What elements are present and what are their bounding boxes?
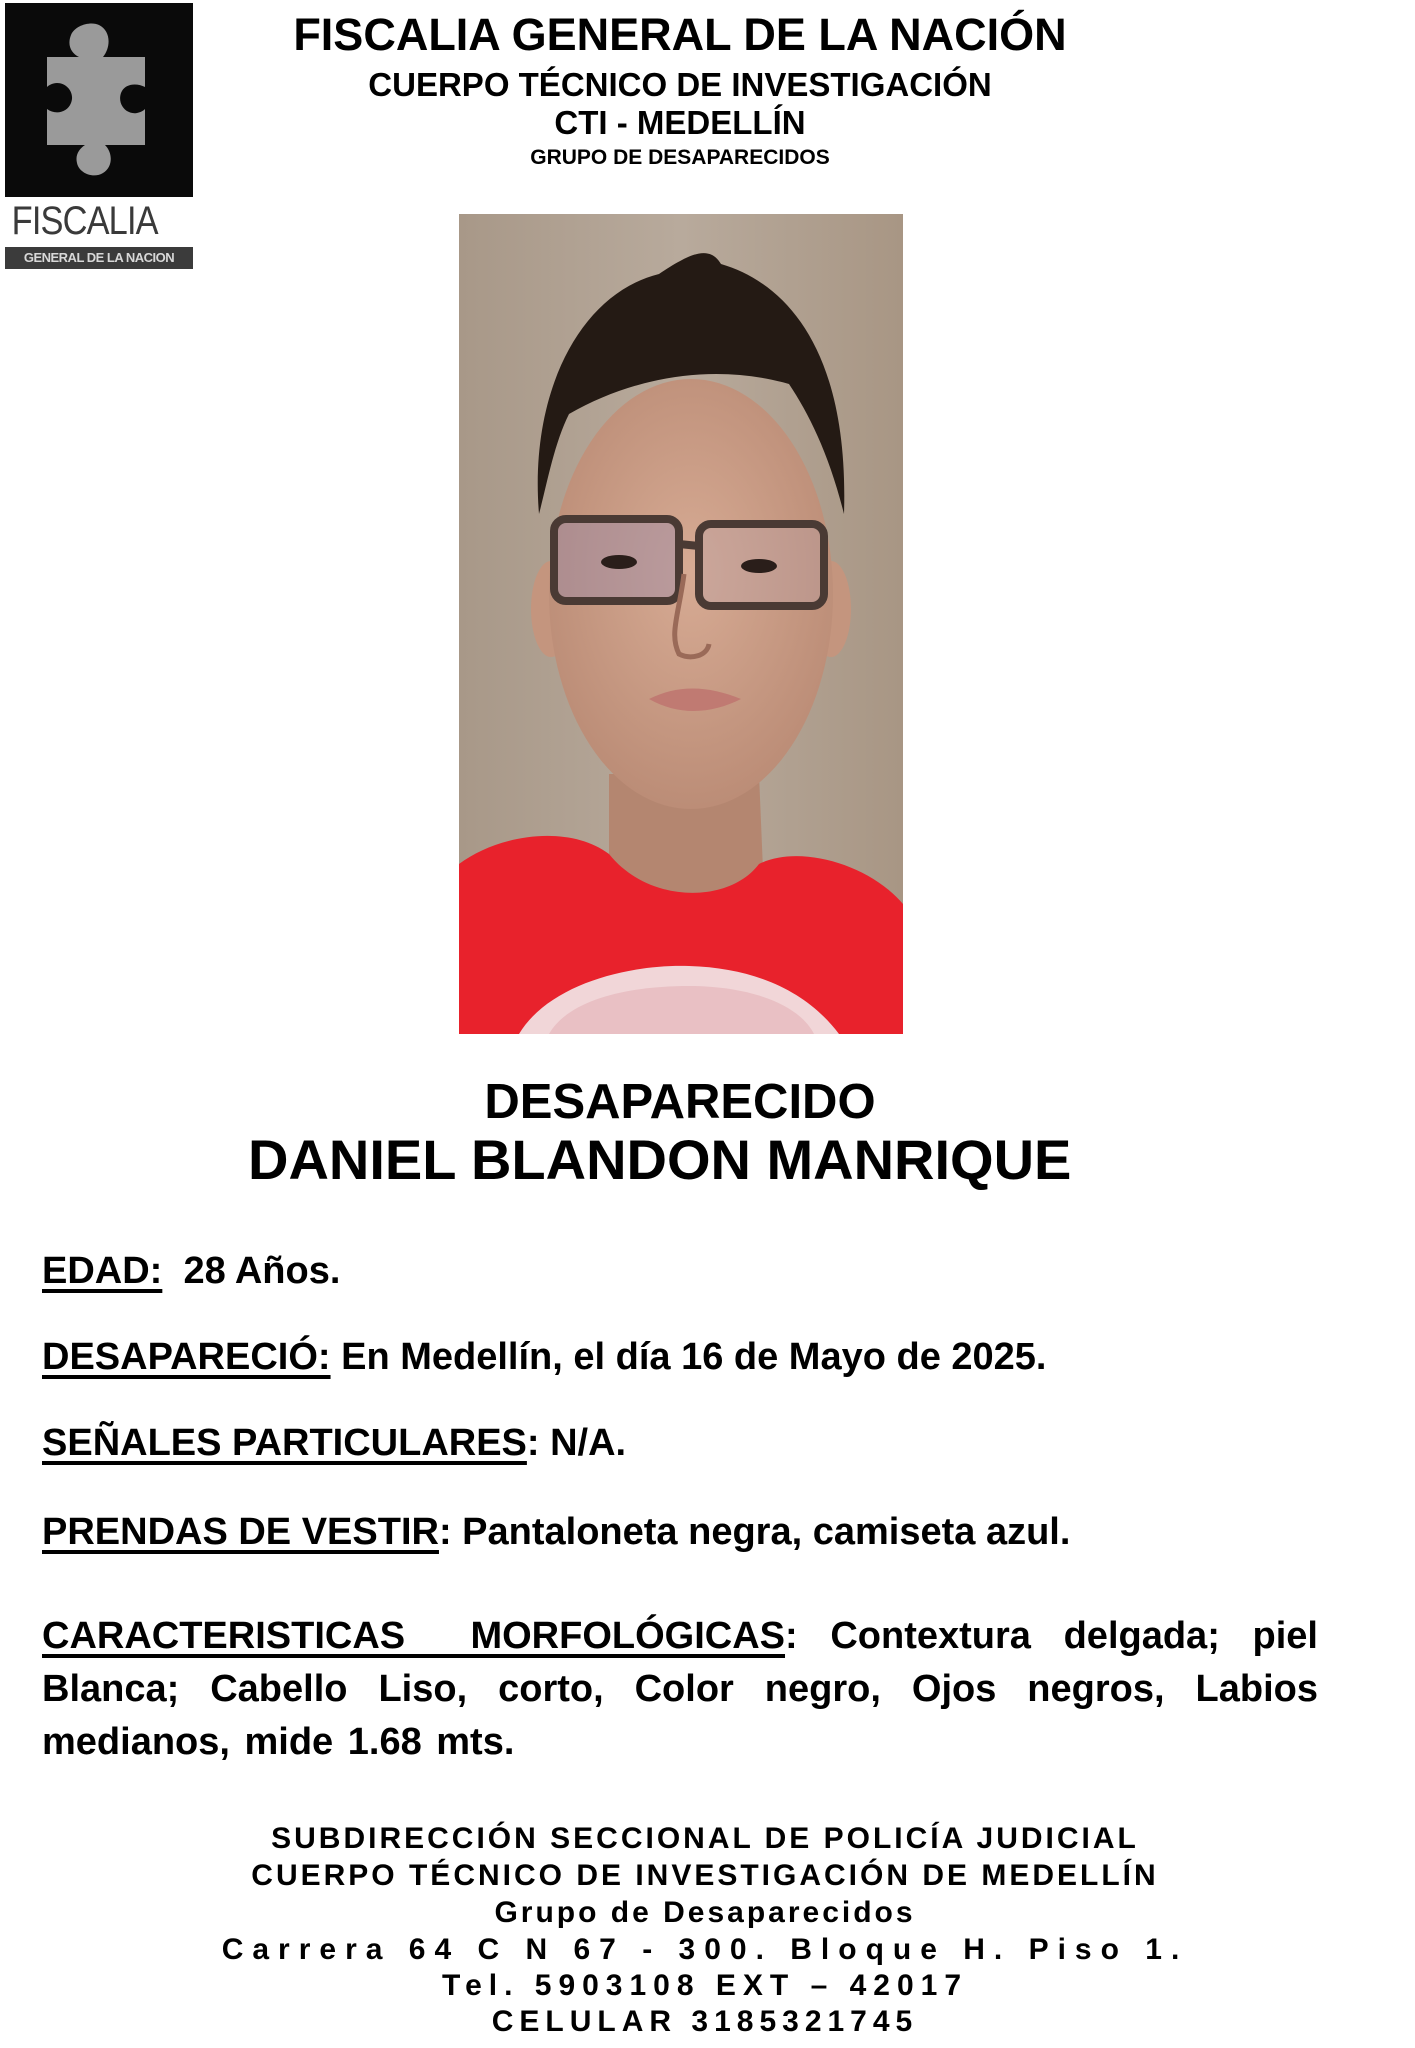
header-group: GRUPO DE DESAPARECIDOS: [530, 146, 830, 169]
field-clothing-label: PRENDAS DE VESTIR: [42, 1511, 439, 1553]
field-marks-value: : N/A.: [526, 1422, 627, 1464]
puzzle-piece-icon: [45, 17, 155, 183]
header-city: CTI - MEDELLÍN: [554, 104, 806, 141]
field-marks-label: SEÑALES PARTICULARES: [42, 1422, 527, 1464]
header-institution: FISCALIA GENERAL DE LA NACIÓN: [293, 9, 1067, 60]
logo-subtitle: GENERAL DE LA NACION: [5, 247, 193, 269]
field-clothing: [42, 1513, 1318, 1551]
fiscalia-logo: [3, 3, 193, 270]
logo-wordmark: FISCALIA: [11, 199, 158, 243]
footer-subdirectorate: SUBDIRECCIÓN SECCIONAL DE POLICÍA JUDICIAL: [271, 1822, 1139, 1855]
field-morphology-label: CARACTERISTICAS MORFOLÓGICAS: [42, 1615, 786, 1657]
header-department: CUERPO TÉCNICO DE INVESTIGACIÓN: [368, 66, 992, 103]
field-clothing-value: : Pantaloneta negra, camiseta azul.: [438, 1511, 1071, 1553]
field-age-label: EDAD:: [42, 1250, 163, 1292]
field-age-value: 28 Años.: [162, 1250, 341, 1292]
footer-phone: Tel. 5903108 EXT – 42017: [441, 1969, 969, 2002]
footer-mobile: CELULAR 3185321745: [491, 2005, 919, 2038]
footer-address: Carrera 64 C N 67 - 300. Bloque H. Piso 1.: [221, 1933, 1189, 1966]
field-age: [42, 1252, 1318, 1290]
field-disappeared: [42, 1338, 1318, 1376]
logo-emblem: [5, 3, 193, 197]
portrait-image: [459, 214, 903, 1034]
field-disappeared-value: En Medellín, el día 16 de Mayo de 2025.: [330, 1336, 1047, 1378]
status-heading: DESAPARECIDO: [484, 1075, 876, 1129]
footer-department: CUERPO TÉCNICO DE INVESTIGACIÓN DE MEDELLÍN: [251, 1859, 1159, 1892]
missing-person-photo: [459, 214, 903, 1034]
field-marks: [42, 1424, 1318, 1462]
person-name: DANIEL BLANDON MANRIQUE: [248, 1128, 1072, 1191]
field-disappeared-label: DESAPARECIÓ:: [42, 1336, 331, 1378]
field-morphology: [42, 1610, 1318, 1769]
footer-group: Grupo de Desaparecidos: [494, 1896, 916, 1929]
field-morphology-value: : Contextura delgada; piel Blanca; Cabello Liso, corto, Color negro, Ojos negros, Labios medianos, mide 1.68 mts.: [42, 1615, 1318, 1763]
